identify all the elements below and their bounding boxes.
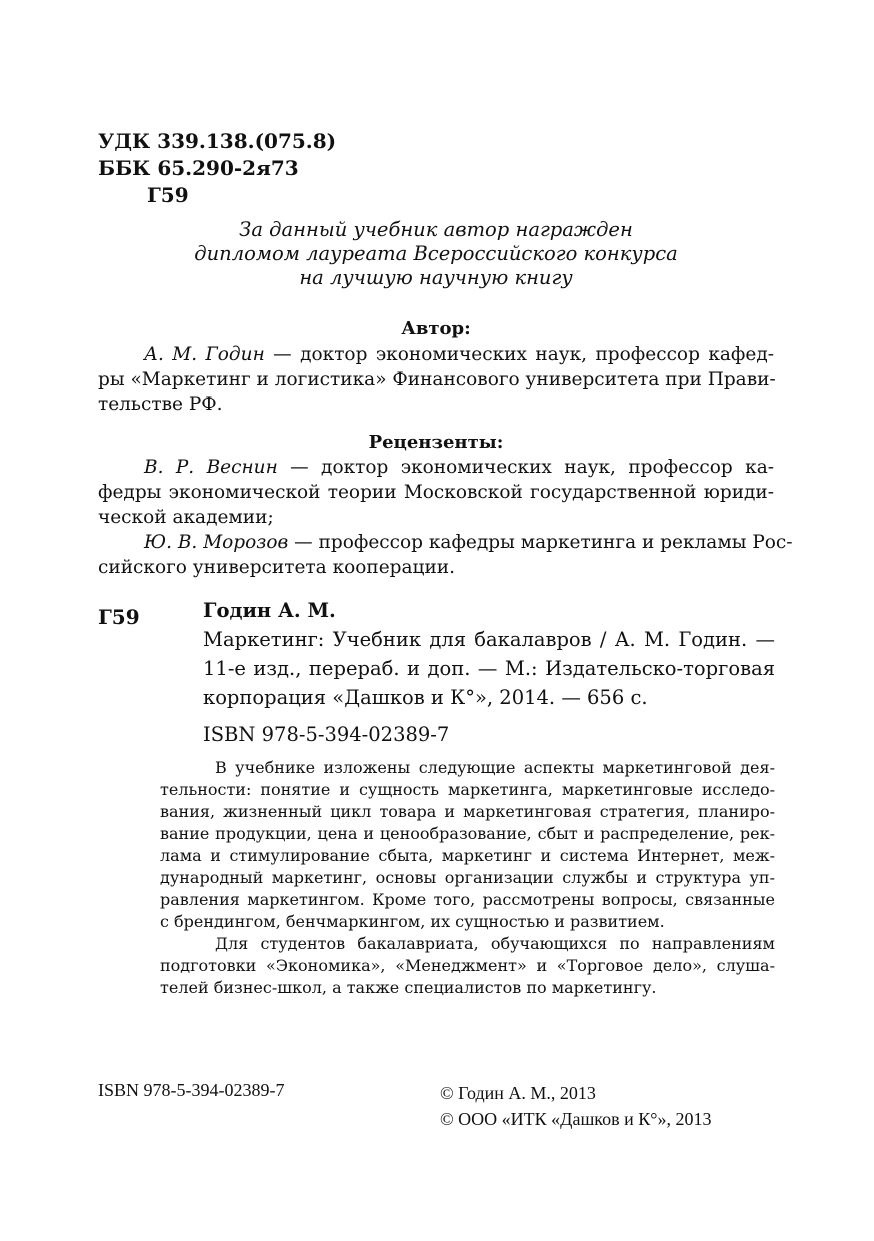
author-line: ры «Маркетинг и логистика» Финансового университета при Прави-: [98, 369, 776, 390]
annotation-line: тельности: понятие и сущность маркетинга, маркетинговые исследо-: [160, 780, 775, 799]
author-mark: Г59: [147, 183, 189, 207]
reviewer-line: федры экономической теории Московской государственной юриди-: [98, 482, 774, 503]
catalog-line: Маркетинг: Учебник для бакалавров / А. М. Годин. —: [203, 628, 775, 651]
reviewers-description: [98, 455, 793, 580]
reviewer-line: ческой академии;: [98, 507, 274, 528]
award-line: За данный учебник автор награжден: [239, 218, 633, 241]
reviewer-line: сийского университета кооперации.: [98, 557, 455, 578]
award-note: [98, 218, 774, 290]
catalog-line: корпорация «Дашков и К°», 2014. — 656 с.: [203, 686, 648, 709]
reviewers-heading: Рецензенты:: [368, 432, 504, 453]
award-line: дипломом лауреата Всероссийского конкурса: [194, 242, 678, 265]
reviewer-line: Ю. В. Морозов — профессор кафедры маркетинга и рекламы Рос-: [144, 532, 793, 553]
reviewer2-name: Ю. В. Морозов: [144, 532, 289, 553]
annotation: [160, 757, 775, 999]
copyright-block: [440, 1080, 711, 1132]
author-line: А. М. Годин — доктор экономических наук, профессор кафед-: [144, 344, 774, 365]
author-description: [98, 342, 774, 417]
annotation-line: лама и стимулирование сбыта, маркетинг и система Интернет, меж-: [160, 846, 775, 865]
footer-isbn: ISBN 978-5-394-02389-7: [98, 1080, 285, 1100]
annotation-line: вания, жизненный цикл товара и маркетинговая стратегия, планиро-: [160, 802, 775, 821]
catalog-author: Годин А. М.: [203, 599, 336, 622]
catalog-line: 11-е изд., перераб. и доп. — М.: Издательско-торговая: [203, 657, 775, 680]
annotation-line: подготовки «Экономика», «Менеджмент» и «Торговое дело», слуша-: [160, 956, 775, 975]
bbk-code: ББК 65.290-2я73: [98, 156, 299, 180]
author-heading: Автор:: [401, 318, 471, 339]
catalog-isbn: ISBN 978-5-394-02389-7: [203, 723, 450, 746]
bibliographic-record: [203, 596, 775, 749]
annotation-line: равления маркетингом. Кроме того, рассмотрены вопросы, связанные: [160, 890, 775, 909]
annotation-line: В учебнике изложены следующие аспекты маркетинговой дея-: [215, 758, 775, 777]
award-line: на лучшую научную книгу: [299, 266, 573, 289]
annotation-line: Для студентов бакалавриата, обучающихся по направлениям: [215, 934, 775, 953]
annotation-line: вание продукции, цена и ценообразование, сбыт и распределение, рек-: [160, 824, 775, 843]
annotation-line: дународный маркетинг, основы организации службы и структура уп-: [160, 868, 775, 887]
annotation-line: с брендингом, бенчмаркингом, их сущностью и развитием.: [160, 912, 665, 931]
author-line: тельстве РФ.: [98, 394, 223, 415]
catalog-mark: Г59: [98, 605, 140, 629]
udk-code: УДК 339.138.(075.8): [98, 129, 337, 153]
author-name: А. М. Годин: [144, 344, 265, 365]
annotation-line: телей бизнес-школ, а также специалистов по маркетингу.: [160, 978, 657, 997]
classification-codes: [98, 128, 336, 209]
reviewer-line: В. Р. Веснин — доктор экономических наук, профессор ка-: [144, 457, 774, 478]
copyright-line: © ООО «ИТК «Дашков и К°», 2013: [440, 1109, 712, 1129]
reviewer1-name: В. Р. Веснин: [144, 457, 278, 478]
copyright-line: © Годин А. М., 2013: [440, 1083, 596, 1103]
